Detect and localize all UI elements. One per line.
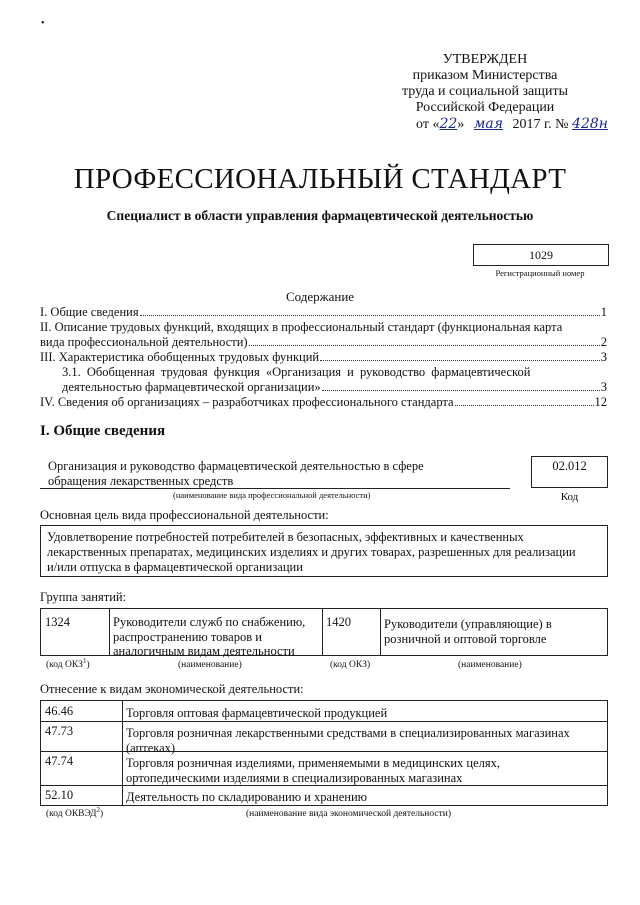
caption-text: (код ОКВЭД xyxy=(46,809,97,820)
goal-line2: лекарственных препаратах, медицинских изделиях и других товарах, разрешенных для реализации xyxy=(47,545,576,559)
group-name-2-line1: Руководители (управляющие) в xyxy=(384,617,552,631)
toc-item[interactable] xyxy=(40,320,607,350)
toc-item[interactable] xyxy=(40,365,607,395)
group-caption-code1 xyxy=(46,657,90,670)
approval-block xyxy=(360,52,610,133)
econ-name-2 xyxy=(122,724,607,757)
approved-line2: труда и социальной защиты xyxy=(402,84,568,99)
footnote-ref: 1 xyxy=(82,657,87,665)
toc-item-text: III. Характеристика обобщенных трудовых функций xyxy=(40,350,320,364)
toc-item[interactable] xyxy=(40,350,607,365)
toc-item-text: IV. Сведения об организациях – разработчиках профессионального стандарта xyxy=(40,395,454,409)
date-year: 2017 г. № xyxy=(512,117,569,132)
table-of-contents xyxy=(40,305,607,410)
econ-code-4: 52.10 xyxy=(45,788,74,802)
econ-label: Отнесение к видам экономической деятельности: xyxy=(40,682,304,696)
activity-name-line1: Организация и руководство фармацевтической деятельностью в сфере xyxy=(48,459,424,473)
date-prefix: от « xyxy=(416,117,440,132)
toc-item-page: 2 xyxy=(600,335,607,349)
econ-name-2-line2: (аптеках) xyxy=(126,740,176,755)
approved-line3: Российской Федерации xyxy=(415,100,555,115)
goal-line1: Удовлетворение потребностей потребителей в безопасных, эффективных и качественных xyxy=(47,530,524,544)
econ-name-3 xyxy=(122,754,607,787)
toc-item-page: 1 xyxy=(600,305,607,319)
toc-item-page: 3 xyxy=(600,350,607,364)
toc-item-text: 3.1. Обобщенная трудовая функция «Организация и руководство фармацевтической xyxy=(62,365,531,379)
econ-code-2: 47.73 xyxy=(45,724,74,738)
group-caption-name1: (наименование) xyxy=(178,660,242,670)
group-name-1-line2: распространению товаров и xyxy=(113,629,262,644)
order-number: 428н xyxy=(572,116,608,132)
activity-name xyxy=(48,459,478,489)
section-heading: I. Общие сведения xyxy=(40,423,166,439)
group-name-2 xyxy=(380,615,609,648)
caption-text: (код ОКЗ xyxy=(46,660,83,671)
toc-item-page: 12 xyxy=(594,395,607,409)
activity-caption: (наименование вида профессиональной деятельности) xyxy=(173,490,371,500)
approved-date xyxy=(360,116,610,133)
group-code-2: 1420 xyxy=(326,615,351,629)
corner-mark: • xyxy=(41,18,45,29)
activity-code-box: 02.012 xyxy=(531,456,608,488)
group-name-1-line3: аналогичным видам деятельности xyxy=(113,644,295,658)
group-caption-name2: (наименование) xyxy=(458,660,522,670)
date-mid: » xyxy=(457,117,465,132)
econ-name-2-line1: Торговля розничная лекарственными средствами в специализированных магазинах xyxy=(126,726,570,740)
toc-item-text: I. Общие сведения xyxy=(40,305,139,319)
econ-name-3-line2: ортопедическими изделиями в специализированных магазинах xyxy=(126,770,463,785)
econ-caption-code xyxy=(46,806,103,819)
registration-number-box: 1029 xyxy=(473,244,609,266)
page-title: ПРОФЕССИОНАЛЬНЫЙ СТАНДАРТ xyxy=(73,163,567,195)
econ-table xyxy=(40,700,608,806)
econ-name-1: Торговля оптовая фармацевтической продукцией xyxy=(126,706,388,720)
toc-item-text: II. Описание трудовых функций, входящих в профессиональный стандарт (функциональная карта xyxy=(40,320,563,334)
caption-close: ) xyxy=(86,660,90,671)
approved-line1: приказом Министерства xyxy=(412,68,558,83)
toc-item-text-cont: деятельностью фармацевтической организации» xyxy=(62,380,321,394)
econ-name-4: Деятельность по складированию и хранению xyxy=(126,790,367,804)
group-name-1-line1: Руководители служб по снабжению, xyxy=(113,615,306,629)
activity-name-line2: обращения лекарственных средств xyxy=(48,474,234,488)
date-month: мая xyxy=(473,116,504,132)
toc-item-page: 3 xyxy=(600,380,607,394)
page-subtitle: Специалист в области управления фармацевтической деятельностью xyxy=(106,208,534,223)
group-caption-code2: (код ОКЗ) xyxy=(330,660,371,670)
footnote-ref: 2 xyxy=(96,806,100,814)
toc-item[interactable] xyxy=(40,395,607,410)
toc-item[interactable] xyxy=(40,305,607,320)
toc-item-text-cont: вида профессиональной деятельности) xyxy=(40,335,248,349)
activity-code-label: Код xyxy=(560,491,579,503)
group-label: Группа занятий: xyxy=(40,590,127,604)
goal-label: Основная цель вида профессиональной деятельности: xyxy=(40,508,329,522)
goal-line3: и/или отпуска в фармацевтической организации xyxy=(47,560,303,574)
group-name-1 xyxy=(109,613,322,661)
caption-close: ) xyxy=(99,809,104,820)
econ-name-3-line1: Торговля розничная изделиями, применяемыми в медицинских целях, xyxy=(126,756,500,770)
group-table xyxy=(40,608,608,656)
econ-caption-name: (наименование вида экономической деятельности) xyxy=(246,809,451,819)
group-name-2-line2: розничной и оптовой торговле xyxy=(384,631,547,646)
goal-box xyxy=(40,525,608,577)
econ-code-3: 47.74 xyxy=(45,754,74,768)
econ-code-1: 46.46 xyxy=(45,704,74,718)
date-day: 22 xyxy=(439,116,458,132)
registration-number-label: Регистрационный номер xyxy=(495,268,585,278)
group-code-1: 1324 xyxy=(45,615,70,629)
approved-label: УТВЕРЖДЕН xyxy=(442,52,528,67)
toc-heading: Содержание xyxy=(285,289,355,304)
